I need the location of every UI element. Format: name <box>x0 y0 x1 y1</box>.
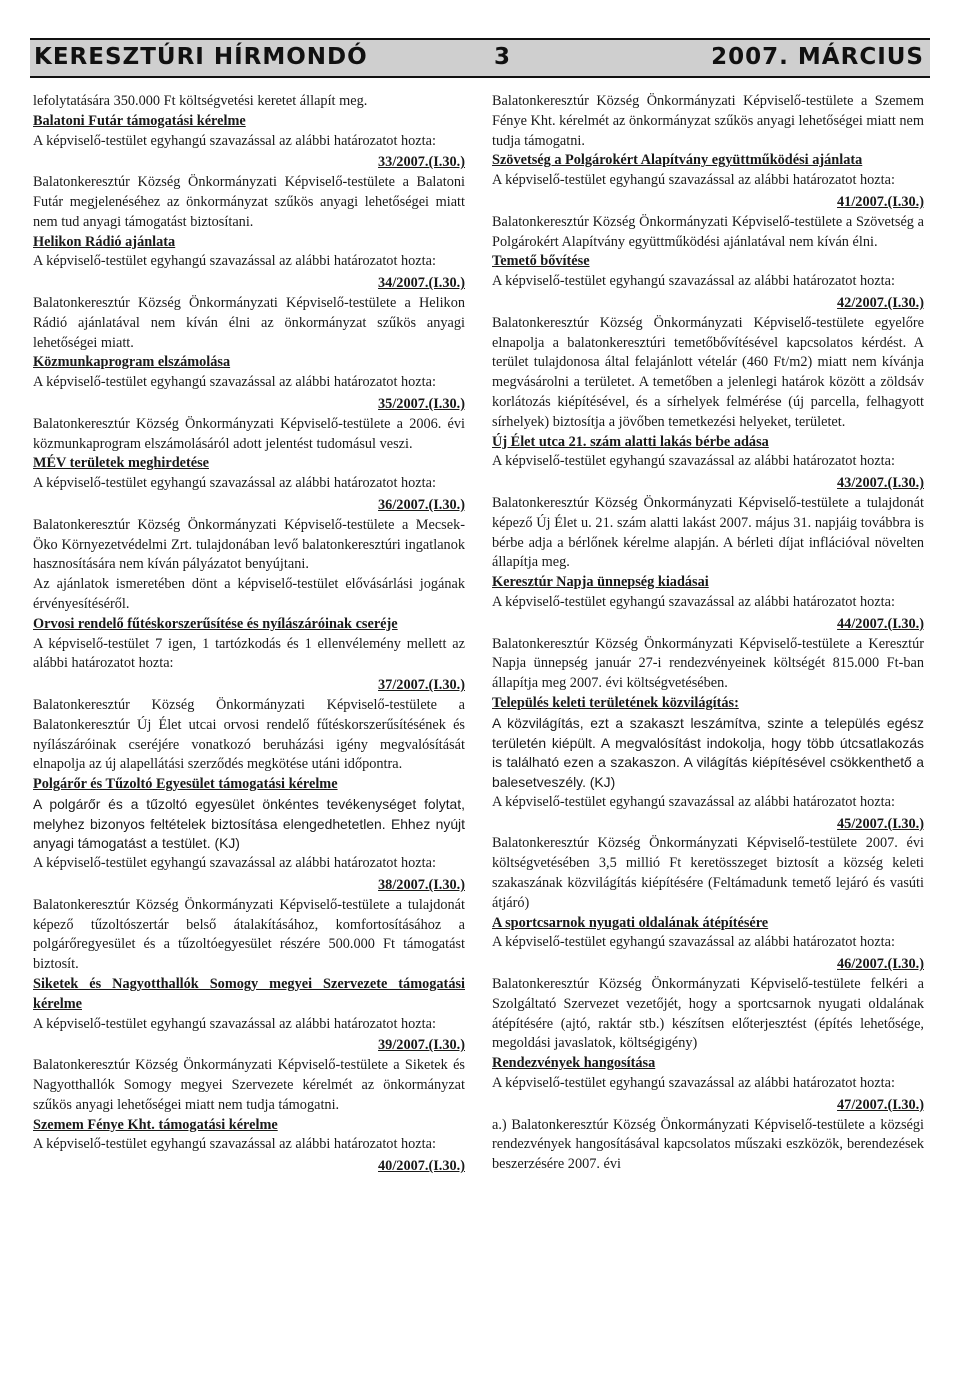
paragraph: lefolytatására 350.000 Ft költségvetési keretet állapít meg. <box>33 93 368 109</box>
article-block <box>33 615 465 775</box>
article-block <box>33 233 465 354</box>
paragraph: A képviselő-testület egyhangú szavazással az alábbi határozatot hozta: <box>33 1015 436 1032</box>
paragraph: A képviselő-testület egyhangú szavazással az alábbi határozatot hozta: <box>33 374 436 391</box>
article-block <box>33 975 465 1116</box>
paragraph: Balatonkeresztúr Község Önkormányzati Képviselő-testülete felkéri a Szolgáltató Szervezet vezetőjét, hogy a sportcsarnok nyugati oldalának átépítésére (ajtó, raktár stb.) készítsen előterjesztést (építés lehetősége, megoldási javaslatok, költségigény) <box>492 976 924 1052</box>
article-block <box>492 914 924 1055</box>
resolution-number: 33/2007.(I.30.) <box>378 154 465 171</box>
paragraph: a.) Balatonkeresztúr Község Önkormányzati Képviselő-testülete a községi rendezvények hangosításával kapcsolatos műszaki eszközök, berendezések beszerzésére 2007. évi <box>492 1116 924 1173</box>
paragraph: Balatonkeresztúr Község Önkormányzati Képviselő-testülete a Balatoni Futár megjelenéséhez az önkormányzat szűkös anyagi lehetőségei miatt nem tud anyagi támogatást biztosítani. <box>33 174 465 230</box>
section-heading: Balatoni Futár támogatási kérelme <box>33 112 246 129</box>
paragraph: Balatonkeresztúr Község Önkormányzati Képviselő-testülete a Helikon Rádió ajánlatával nem kíván élni az önkormányzat szűkös anyagi lehetőségei miatt. <box>33 294 465 351</box>
section-heading: Polgárőr és Tűzoltó Egyesület támogatási kérelme <box>33 776 338 793</box>
article-block <box>33 112 465 233</box>
section-heading: Rendezvények hangosítása <box>492 1055 656 1072</box>
article-block <box>492 694 924 914</box>
section-heading: Szemem Fénye Kht. támogatási kérelme <box>33 1116 278 1133</box>
section-heading: Temető bővítése <box>492 253 590 270</box>
paragraph: A képviselő-testület egyhangú szavazással az alábbi határozatot hozta: <box>492 593 895 610</box>
section-heading: Helikon Rádió ajánlata <box>33 233 176 250</box>
paragraph: Balatonkeresztúr Község Önkormányzati Képviselő-testülete a Balatonkeresztúr Új Élet utcai orvosi rendelő fűtéskorszerűsítésének és nyílászáróinak cseréjére vonatkozó beruházási igény megvalósítását elnapolja az új alapellátási szerződés megkötése utáni időpontra. <box>33 696 465 773</box>
section-heading: Közmunkaprogram elszámolása <box>33 354 231 371</box>
resolution-number: 43/2007.(I.30.) <box>837 475 924 492</box>
resolution-number: 47/2007.(I.30.) <box>837 1096 924 1113</box>
section-heading: Új Élet utca 21. szám alatti lakás bérbe adása <box>492 433 769 450</box>
paragraph: Balatonkeresztúr Község Önkormányzati Képviselő-testülete a Keresztúr Napja ünnepség január 27-i rendezvényeinek költségét 815.000 Ft-ban állapítja meg 2007. évi költségvetésében. <box>492 635 924 692</box>
article-block <box>33 1116 465 1177</box>
resolution-number: 40/2007.(I.30.) <box>378 1158 465 1175</box>
paragraph: Balatonkeresztúr Község Önkormányzati Képviselő-testülete a Szemem Fénye Kht. kérelmét az önkormányzat szűkös anyagi lehetőségei miatt nem tudja támogatni. <box>492 93 924 149</box>
paragraph: Balatonkeresztúr Község Önkormányzati Képviselő-testülete a Mecsek-Öko Környezetvédelmi Zrt. tulajdonában levő balatonkeresztúri ingatlanok hasznosítására nem kíván pályázatot benyújtani. <box>33 516 465 573</box>
resolution-number: 41/2007.(I.30.) <box>837 193 924 210</box>
paragraph: Balatonkeresztúr Község Önkormányzati Képviselő-testülete a tulajdonát képező Új Élet u. 21. szám alatti lakást 2007. május 31. napjáig továbbra is bérbe adja a bérlőnek kérelme alapján. A bérleti díjat inflációval növelten állapítja meg. <box>492 494 924 571</box>
section-heading: Orvosi rendelő fűtéskorszerűsítése és nyílászáróinak cseréje <box>33 615 398 632</box>
section-heading: Siketek és Nagyotthallók Somogy megyei Szervezete támogatási kérelme <box>33 976 465 1012</box>
page-number: 3 <box>494 44 512 70</box>
resolution-number: 35/2007.(I.30.) <box>378 395 465 412</box>
article-block <box>492 433 924 574</box>
paragraph: Balatonkeresztúr Község Önkormányzati Képviselő-testülete 2007. évi költségvetésében 3,5 millió Ft keretösszeget biztosít a község keleti szakaszának közvilágítás kiépítésére (Feltámadunk temető lejáró és vasúti átjáró) <box>492 835 924 911</box>
paragraph: A képviselő-testület egyhangú szavazással az alábbi határozatot hozta: <box>33 855 436 872</box>
paragraph: A képviselő-testület egyhangú szavazással az alábbi határozatot hozta: <box>492 172 895 189</box>
paragraph: A képviselő-testület egyhangú szavazással az alábbi határozatot hozta: <box>33 1136 436 1153</box>
paragraph: A képviselő-testület egyhangú szavazással az alábbi határozatot hozta: <box>492 934 895 951</box>
left-column <box>33 92 465 1177</box>
paragraph: Balatonkeresztúr Község Önkormányzati Képviselő-testülete a Szövetség a Polgárokért Alapítvány együttműködési ajánlatával nem kíván élni. <box>492 213 924 250</box>
section-heading: Szövetség a Polgárokért Alapítvány együttműködési ajánlata <box>492 152 863 169</box>
resolution-number: 39/2007.(I.30.) <box>378 1037 465 1054</box>
resolution-number: 42/2007.(I.30.) <box>837 294 924 311</box>
paragraph: Balatonkeresztúr Község Önkormányzati Képviselő-testülete egyelőre elnapolja a balatonkeresztúri temetőbővítésével kapcsolatos kérdést. A terület tulajdonosa által felajánlott vételár (460 Ft/m2) miatt nem kívánja megvásárolni a területet. A temetőben a jelenlegi határok között a zöldsáv korlátozás kiépítésével, és a sírhelyek felmérése (új parcella, felhagyott sírhelyek) biztosítja a jövőben temetkezési helyeket, területet. <box>492 314 924 430</box>
paragraph: Balatonkeresztúr Község Önkormányzati Képviselő-testülete a tulajdonát képező tűzoltószertár belső átalakításához, komfortosításához a polgárőregyesület és a tűzoltóegyesület részére 500.000 Ft támogatást biztosít. <box>33 896 465 973</box>
issue-date: 2007. MÁRCIUS <box>711 44 924 70</box>
resolution-number: 46/2007.(I.30.) <box>837 956 924 973</box>
section-heading: A sportcsarnok nyugati oldalának átépítésére <box>492 914 769 931</box>
article-block <box>33 92 465 112</box>
article-block <box>33 775 465 975</box>
resolution-number: 38/2007.(I.30.) <box>378 877 465 894</box>
paragraph: Balatonkeresztúr Község Önkormányzati Képviselő-testülete a 2006. évi közmunkaprogram elszámolásáról adott jelentést tudomásul veszi. <box>33 415 465 452</box>
article-block <box>33 454 465 614</box>
paragraph: Balatonkeresztúr Község Önkormányzati Képviselő-testülete a Siketek és Nagyotthallók Somogy megyei Szervezete kérelmét az önkormányzat szűkös anyagi lehetőségei miatt nem tudja támogatni. <box>33 1057 465 1113</box>
article-block <box>492 1054 924 1175</box>
paragraph: A képviselő-testület 7 igen, 1 tartózkodás és 1 ellenvélemény mellett az alábbi határozatot hozta: <box>33 635 465 672</box>
paragraph: A képviselő-testület egyhangú szavazással az alábbi határozatot hozta: <box>492 793 895 810</box>
commentary-paragraph: A közvilágítás, ezt a szakaszt leszámítva, szinte a település egész területén kiépült. A megvalósítást indokolja, hogy több útcsatlakozás is található ezen a szakaszon. A világítás kiépítésével csökkenthető a balesetveszély. (KJ) <box>492 714 924 791</box>
paragraph: A képviselő-testület egyhangú szavazással az alábbi határozatot hozta: <box>492 453 895 470</box>
paragraph: A képviselő-testület egyhangú szavazással az alábbi határozatot hozta: <box>33 253 436 270</box>
paragraph: A képviselő-testület egyhangú szavazással az alábbi határozatot hozta: <box>492 1075 895 1092</box>
article-block <box>33 353 465 454</box>
resolution-number: 36/2007.(I.30.) <box>378 496 465 513</box>
right-column <box>492 92 924 1175</box>
article-block <box>492 151 924 252</box>
masthead <box>30 38 930 78</box>
newspaper-title: KERESZTÚRI HÍRMONDÓ <box>34 44 368 70</box>
section-heading: MÉV területek meghirdetése <box>33 455 210 472</box>
resolution-number: 37/2007.(I.30.) <box>378 677 465 694</box>
paragraph: A képviselő-testület egyhangú szavazással az alábbi határozatot hozta: <box>33 132 436 149</box>
article-block <box>492 92 924 151</box>
paragraph: Az ajánlatok ismeretében dönt a képviselő-testület elővásárlási jogának érvényesítéséről. <box>33 576 465 612</box>
section-heading: Keresztúr Napja ünnepség kiadásai <box>492 574 709 591</box>
commentary-paragraph: A polgárőr és a tűzoltó egyesület önkéntes tevékenységet folytat, melyhez bizonyos feltételek biztosítása elengedhetetlen. Ehhez nyújt anyagi támogatást a testület. (KJ) <box>33 795 465 852</box>
paragraph: A képviselő-testület egyhangú szavazással az alábbi határozatot hozta: <box>492 273 895 290</box>
article-block <box>492 573 924 694</box>
paragraph: A képviselő-testület egyhangú szavazással az alábbi határozatot hozta: <box>33 475 436 492</box>
article-block <box>492 252 924 432</box>
resolution-number: 45/2007.(I.30.) <box>837 815 924 832</box>
section-heading: Település keleti területének közvilágítás: <box>492 694 739 711</box>
resolution-number: 44/2007.(I.30.) <box>837 615 924 632</box>
resolution-number: 34/2007.(I.30.) <box>378 275 465 292</box>
